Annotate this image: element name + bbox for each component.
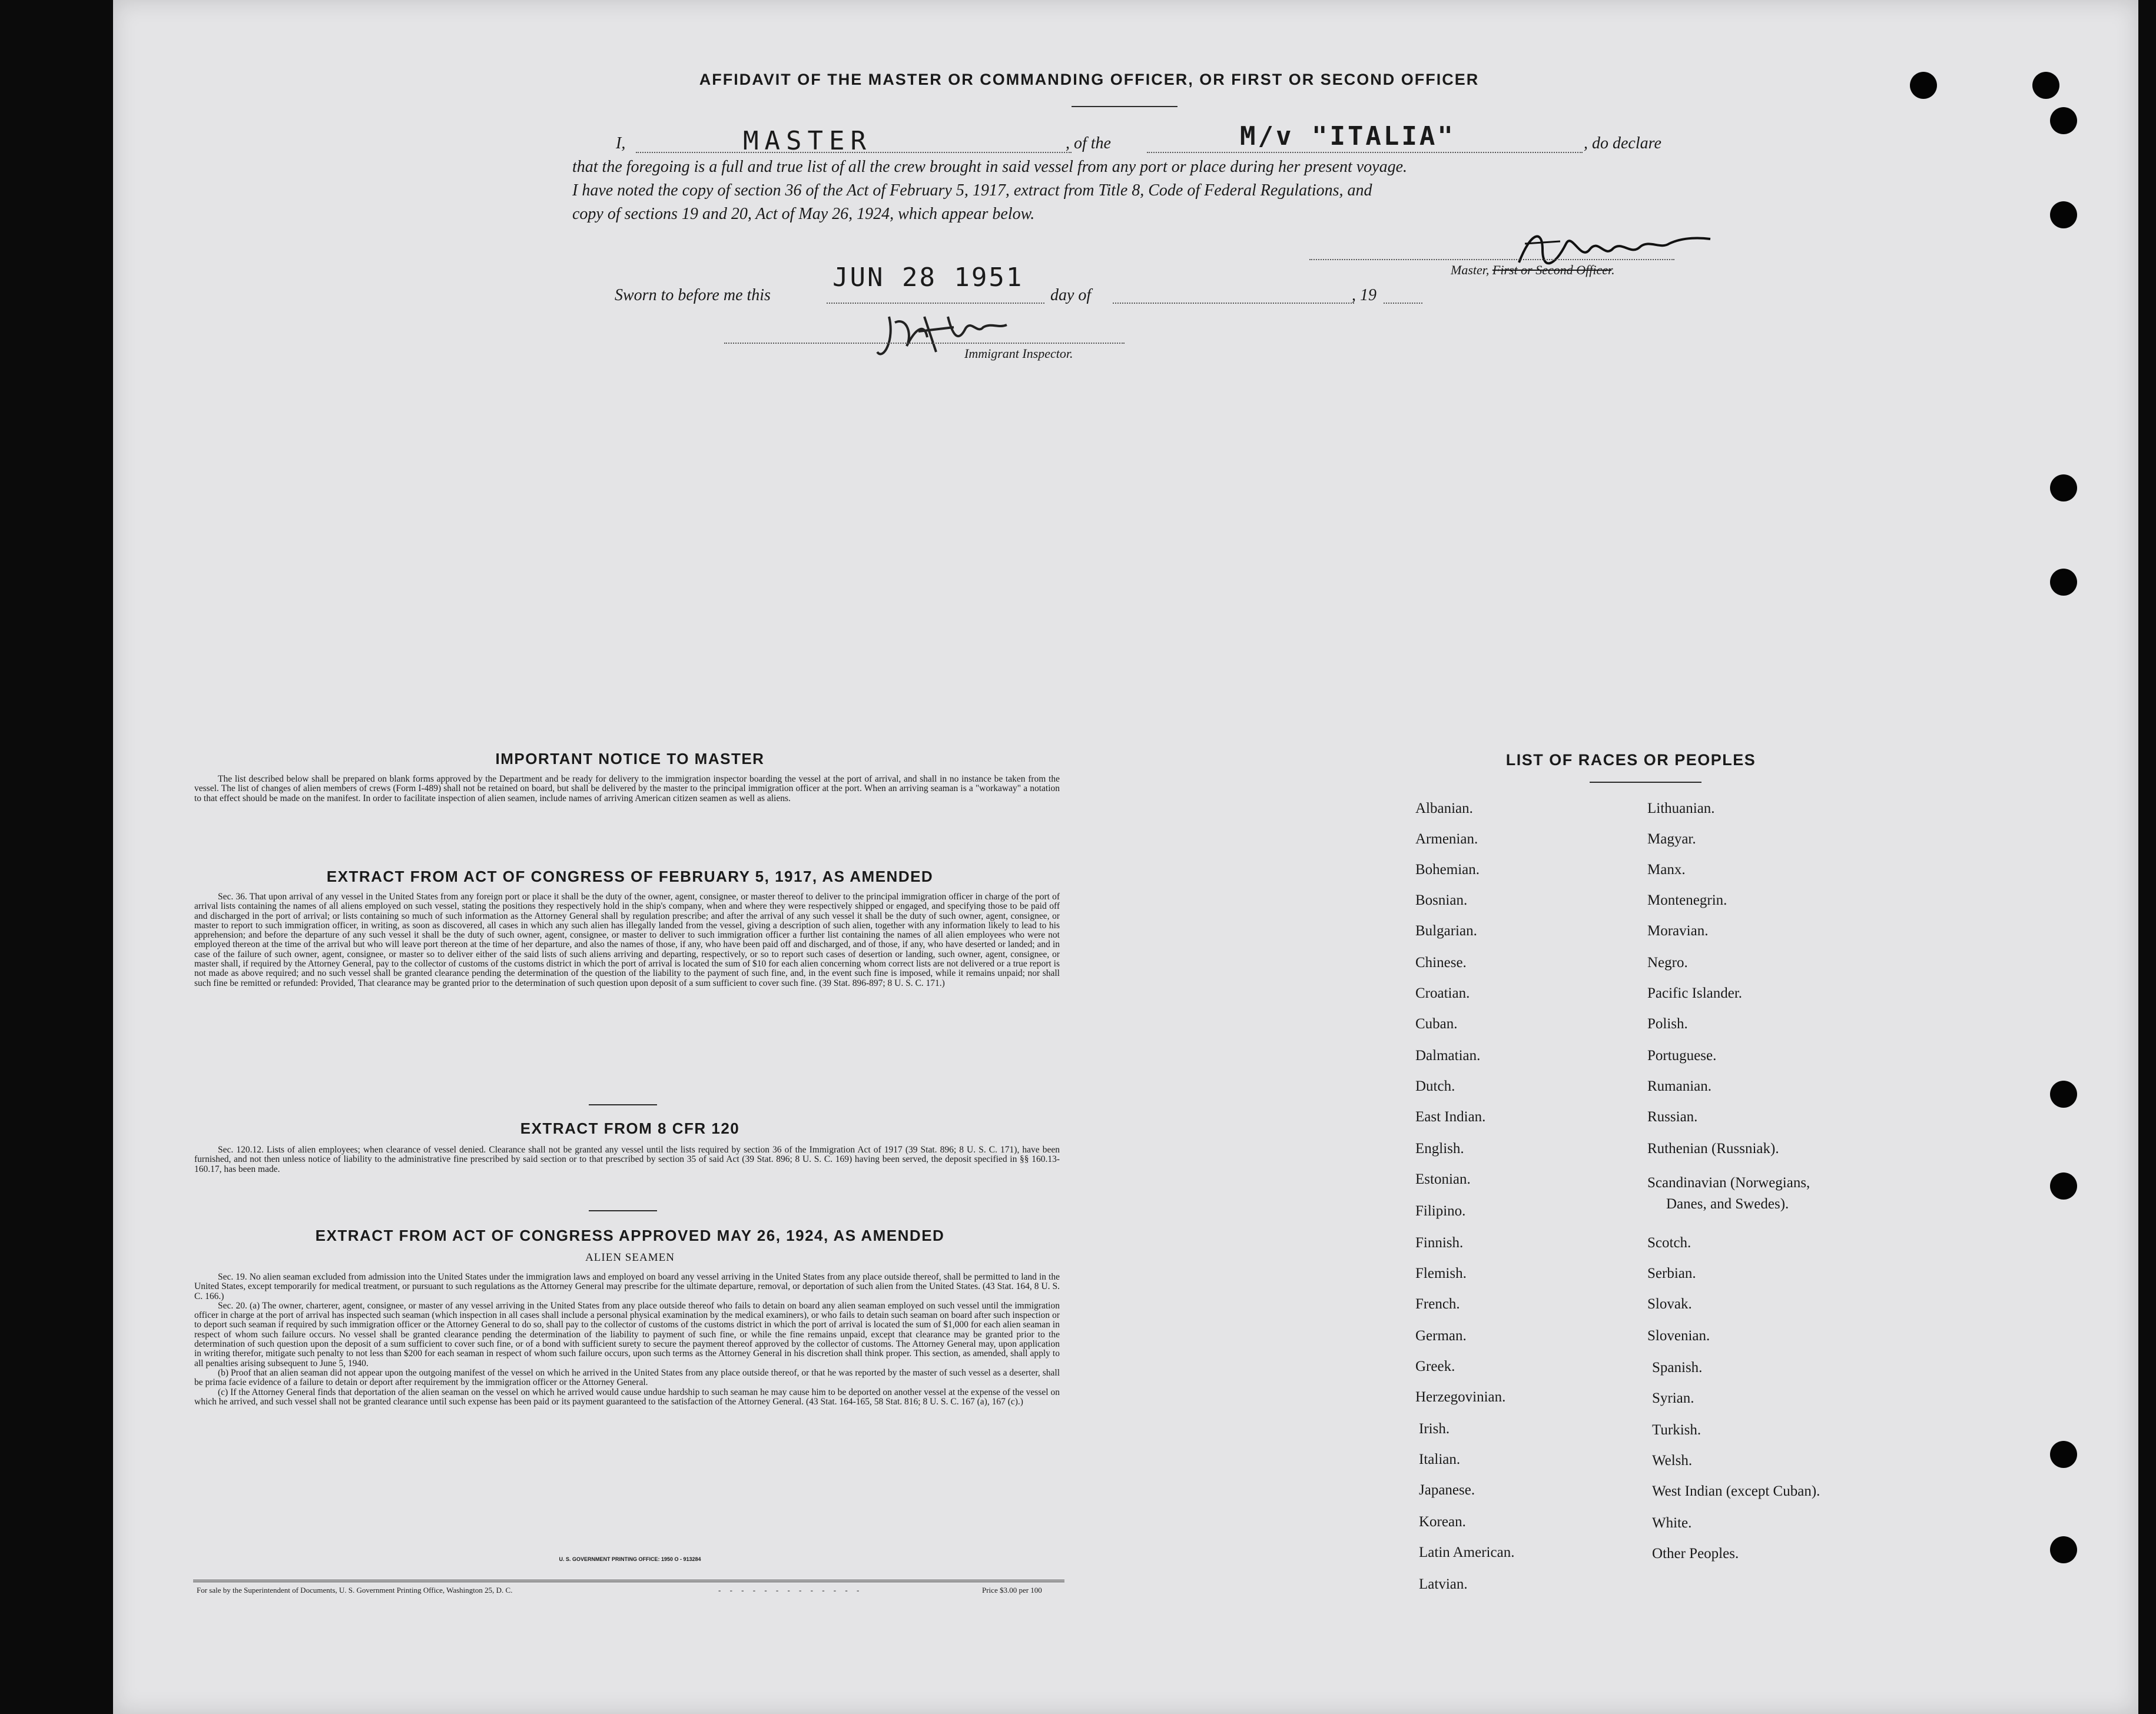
race-item: West Indian (except Cuban). (1652, 1483, 1820, 1499)
race-item: Italian. (1419, 1451, 1461, 1467)
master-caption (1451, 263, 1615, 278)
extract-1917-title: EXTRACT FROM ACT OF CONGRESS OF FEBRUARY 5, 1917, AS AMENDED (326, 868, 934, 885)
notice-paragraph: The list described below shall be prepared on blank forms approved by the Department and be ready for delivery to the immigration inspector boarding the vessel at the port of arrival, and shall in no instance be taken from the vessel. The list of changes of alien members of crews (Form I-489) shall not be retained on board, but shall be delivered by the master to the principal immigration officer at the port. When an arriving seaman is a "workaway" a notation to that effect should be made on the manifest. In order to facilitate inspection of alien seamen, include names of arriving American citizen seamen as well as aliens. (194, 774, 1060, 803)
race-item: Moravian. (1647, 923, 1709, 939)
declaration-line-2: that the foregoing is a full and true list of all the crew brought in said vessel from any port or place during her present voyage. (572, 158, 1408, 176)
sworn-label: Sworn to before me this (615, 286, 771, 304)
officer-title-field: MASTER (743, 126, 872, 156)
race-item: Danes, and Swedes). (1666, 1196, 1789, 1212)
punch-hole (2050, 107, 2077, 134)
affidavit-title: AFFIDAVIT OF THE MASTER OR COMMANDING OFFICER, OR FIRST OR SECOND OFFICER (699, 71, 1480, 88)
race-item: Dalmatian. (1415, 1048, 1481, 1064)
punch-hole (2050, 1441, 2077, 1468)
section-20c-paragraph: (c) If the Attorney General finds that deportation of the alien seaman on the vessel on which he arrived would cause undue hardship to such seaman he may cause him to be deported on another vessel at the expense of the vessel on which he arrived, and such vessel shall not be granted clearance until such expense has been paid or its payment guaranteed to the satisfaction of the Attorney General. (43 Stat. 164-165, 58 Stat. 816; 8 U. S. C. 167 (a), 167 (c).) (194, 1387, 1060, 1407)
document-page (113, 0, 2138, 1714)
sworn-day-line (827, 303, 1044, 304)
race-item: Negro. (1647, 955, 1688, 971)
day-of-label: day of (1050, 286, 1092, 304)
race-item: Pacific Islander. (1647, 985, 1743, 1001)
inspector-caption: Immigrant Inspector. (964, 346, 1073, 361)
punch-hole (2032, 72, 2059, 99)
race-item: White. (1652, 1515, 1692, 1531)
section-36-paragraph: Sec. 36. That upon arrival of any vessel in the United States from any foreign port or place it shall be the duty of the owner, agent, consignee, or master thereof to deliver to the principal immigration officer in charge of the port of arrival lists containing the names of all aliens employed on such vessel, stating the positions they respectively hold in the ship's company, when and where they were respectively shipped or engaged, and specifying those to be paid off and discharged in the port of arrival; or lists containing so much of such information as the Attorney General shall by regulation prescribe; and after the arrival of any such vessel it shall be the duty of such owner, agent, consignee, or master to report to such immigration officer, in writing, as soon as discovered, all cases in which any such alien has illegally landed from the vessel, giving a description of such alien, together with any information likely to lead to his apprehension; and before the departure of any such vessel it shall be the duty of such owner, agent, consignee, or master to deliver to such immigration officer a further list containing the names of all alien employees who were not employed thereon at the time of the arrival but who will leave port thereon at the time of her departure, and also the names of those, if any, who have been paid off and discharged, and of those, if any, who have deserted or landed; and in case of the failure of such owner, agent, consignee, or master so to deliver either of the said lists of such aliens arriving and departing, respectively, or so to report such cases of desertion or landing, such owner, agent, consignee, or master shall, if required by the Attorney General, pay to the collector of customs of the customs district in which the port of arrival is located the sum of $10 for each alien concerning whom correct lists are not delivered or a true report is not made as above required; and no such vessel shall be granted clearance pending the determination of the question of the liability to the payment of such fine, and, in the event such fine is imposed, while it remains unpaid; nor shall such fine be remitted or refunded: Provided, That clearance may be granted prior to the determination of such question upon deposit of a sum sufficient to cover such fine. (39 Stat. 896-897; 8 U. S. C. 171.) (194, 892, 1060, 988)
notice-title: IMPORTANT NOTICE TO MASTER (495, 750, 765, 768)
extract-cfr-body (194, 1145, 1060, 1174)
race-item: Lithuanian. (1647, 800, 1715, 816)
race-item: Other Peoples. (1652, 1546, 1739, 1562)
race-item: Turkish. (1652, 1422, 1701, 1438)
punch-hole (2050, 201, 2077, 228)
race-item: Bohemian. (1415, 862, 1480, 878)
race-item: Portuguese. (1647, 1048, 1717, 1064)
race-item: Bosnian. (1415, 892, 1468, 908)
race-item: Montenegrin. (1647, 892, 1727, 908)
punch-hole (2050, 1081, 2077, 1108)
section-divider (589, 1104, 657, 1105)
punch-hole (1910, 72, 1937, 99)
race-item: Cuban. (1415, 1016, 1458, 1032)
race-item: Japanese. (1419, 1482, 1475, 1498)
race-item: Filipino. (1415, 1203, 1466, 1219)
inspector-signature-line (724, 343, 1125, 344)
race-item: German. (1415, 1328, 1467, 1344)
race-item: Scotch. (1647, 1235, 1691, 1251)
punch-hole (2050, 1172, 2077, 1200)
alien-seamen-subtitle: ALIEN SEAMEN (585, 1251, 675, 1264)
punch-hole (2050, 569, 2077, 596)
extract-1917-body (194, 892, 1060, 988)
do-declare-label: , do declare (1584, 134, 1661, 152)
notice-body (194, 775, 1060, 803)
race-item: Croatian. (1415, 985, 1470, 1001)
year-line (1384, 303, 1422, 304)
race-item: Syrian. (1652, 1390, 1694, 1406)
section-20b-paragraph: (b) Proof that an alien seaman did not appear upon the outgoing manifest of the vessel on which he arrived in the United States from any place outside thereof, or that he was reported by the master of such vessel as a deserter, shall be prima facie evidence of a failure to detain or deport after requirement by the immigration officer or the Attorney General. (194, 1367, 1060, 1388)
date-stamp: JUN 28 1951 (832, 263, 1024, 293)
footer-price: Price $3.00 per 100 (982, 1586, 1042, 1595)
footer-sale-notice: For sale by the Superintendent of Documents, U. S. Government Printing Office, Washington 25, D. C. (197, 1586, 513, 1595)
race-item: Greek. (1415, 1358, 1455, 1374)
declaration-line-3: I have noted the copy of section 36 of the Act of February 5, 1917, extract from Title 8, Code of Federal Regulations, and (572, 181, 1372, 200)
month-line (1113, 303, 1354, 304)
master-signature-line (1309, 259, 1674, 260)
race-item: Latin American. (1419, 1544, 1515, 1560)
extract-cfr-title: EXTRACT FROM 8 CFR 120 (520, 1120, 740, 1137)
race-item: Slovenian. (1647, 1328, 1710, 1344)
of-the-label: , of the (1066, 134, 1111, 152)
race-item: Albanian. (1415, 800, 1473, 816)
punch-hole (2050, 1536, 2077, 1563)
race-item: French. (1415, 1296, 1460, 1312)
declaration-prefix: I, (616, 134, 626, 152)
year-label: , 19 (1352, 286, 1376, 304)
race-item: Irish. (1419, 1421, 1450, 1437)
race-item: Dutch. (1415, 1078, 1455, 1094)
struck-officer-text: First or Second Officer (1492, 263, 1612, 277)
master-caption-start: Master, (1451, 263, 1492, 277)
declaration-line-4: copy of sections 19 and 20, Act of May 26, 1924, which appear below. (572, 205, 1035, 223)
race-item: East Indian. (1415, 1109, 1486, 1125)
printing-office-imprint: U. S. GOVERNMENT PRINTING OFFICE: 1950 O - 913284 (559, 1556, 701, 1562)
section-divider (589, 1210, 657, 1211)
race-item: Polish. (1647, 1016, 1688, 1032)
races-title-rule (1590, 782, 1701, 783)
vessel-name-field: M/v "ITALIA" (1240, 121, 1455, 151)
extract-1924-body (194, 1273, 1060, 1407)
race-item: Spanish. (1652, 1360, 1703, 1376)
punch-hole (2050, 474, 2077, 501)
footer-rule (193, 1580, 1064, 1582)
vessel-field-line (1147, 152, 1583, 153)
race-item: Serbian. (1647, 1265, 1696, 1281)
race-item: Latvian. (1419, 1576, 1468, 1592)
race-item: English. (1415, 1141, 1464, 1157)
race-item: Ruthenian (Russniak). (1647, 1141, 1779, 1157)
race-item: Russian. (1647, 1109, 1698, 1125)
race-item: Scandinavian (Norwegians, (1647, 1175, 1810, 1191)
race-item: Finnish. (1415, 1235, 1464, 1251)
master-caption-end: . (1611, 263, 1615, 277)
race-item: Chinese. (1415, 955, 1467, 971)
section-120-paragraph: Sec. 120.12. Lists of alien employees; when clearance of vessel denied. Clearance shall not be granted any vessel until the lists required by section 36 of the Immigration Act of 1917 (39 Stat. 896; 8 U. S. C. 171), have been furnished, and not then unless notice of liability to the administrative fine prescribed by said section or to that prescribed by section 35 of said Act (39 Stat. 896; 8 U. S. C. 169) having been served, the deposit specified in §§ 160.13-160.17, has been made. (194, 1145, 1060, 1174)
races-title: LIST OF RACES OR PEOPLES (1505, 751, 1756, 769)
section-20a-paragraph: Sec. 20. (a) The owner, charterer, agent, consignee, or master of any vessel arriving in the United States from any place outside thereof who fails to detain on board any alien seaman employed on such vessel until the immigration officer in charge at the port of arrival has inspected such seaman (which inspection in all cases shall include a personal physical examination by the medical examiners), or who fails to detain such seaman on board after such inspection or to deport such seaman if required by such immigration officer or the Attorney General to do so, shall pay to the collector of customs of the customs district in which the port of arrival is located the sum of $1,000 for each alien seaman in respect of whom such failure occurs. No vessel shall be granted clearance pending the determination of the liability to payment of such fine, or while the fine remains unpaid, except that clearance may be granted prior to the determination of such question upon the deposit of a sum sufficient to cover such fine, or of a bond with sufficient surety to secure the payment thereof approved by the collector of customs. The Attorney General may, upon application in writing therefor, mitigate such penalty to not less than $200 for each seaman in respect of whom such failure occurs, upon such terms as the Attorney General in his discretion shall think proper. This section, as amended, shall apply to all penalties arising subsequent to June 5, 1940. (194, 1300, 1060, 1368)
race-item: Korean. (1419, 1514, 1466, 1530)
race-item: Flemish. (1415, 1265, 1467, 1281)
race-item: Manx. (1647, 862, 1686, 878)
footer-dashes: - - - - - - - - - - - - - (718, 1586, 863, 1595)
race-item: Welsh. (1652, 1453, 1693, 1469)
race-item: Herzegovinian. (1415, 1389, 1506, 1405)
race-item: Slovak. (1647, 1296, 1692, 1312)
extract-1924-title: EXTRACT FROM ACT OF CONGRESS APPROVED MAY 26, 1924, AS AMENDED (315, 1227, 945, 1244)
race-item: Rumanian. (1647, 1078, 1712, 1094)
race-item: Armenian. (1415, 831, 1478, 847)
section-19-paragraph: Sec. 19. No alien seaman excluded from admission into the United States under the immigration laws and employed on board any vessel arriving in the United States from any place outside thereof, shall be permitted to land in the United States, except temporarily for medical treatment, or pursuant to such regulations as the Attorney General may prescribe for the ultimate departure, removal, or deportation of such alien from the United States. (43 Stat. 164, 8 U. S. C. 166.) (194, 1272, 1060, 1301)
race-item: Magyar. (1647, 831, 1696, 847)
race-item: Bulgarian. (1415, 923, 1477, 939)
race-item: Estonian. (1415, 1171, 1471, 1187)
title-rule (1072, 106, 1177, 107)
